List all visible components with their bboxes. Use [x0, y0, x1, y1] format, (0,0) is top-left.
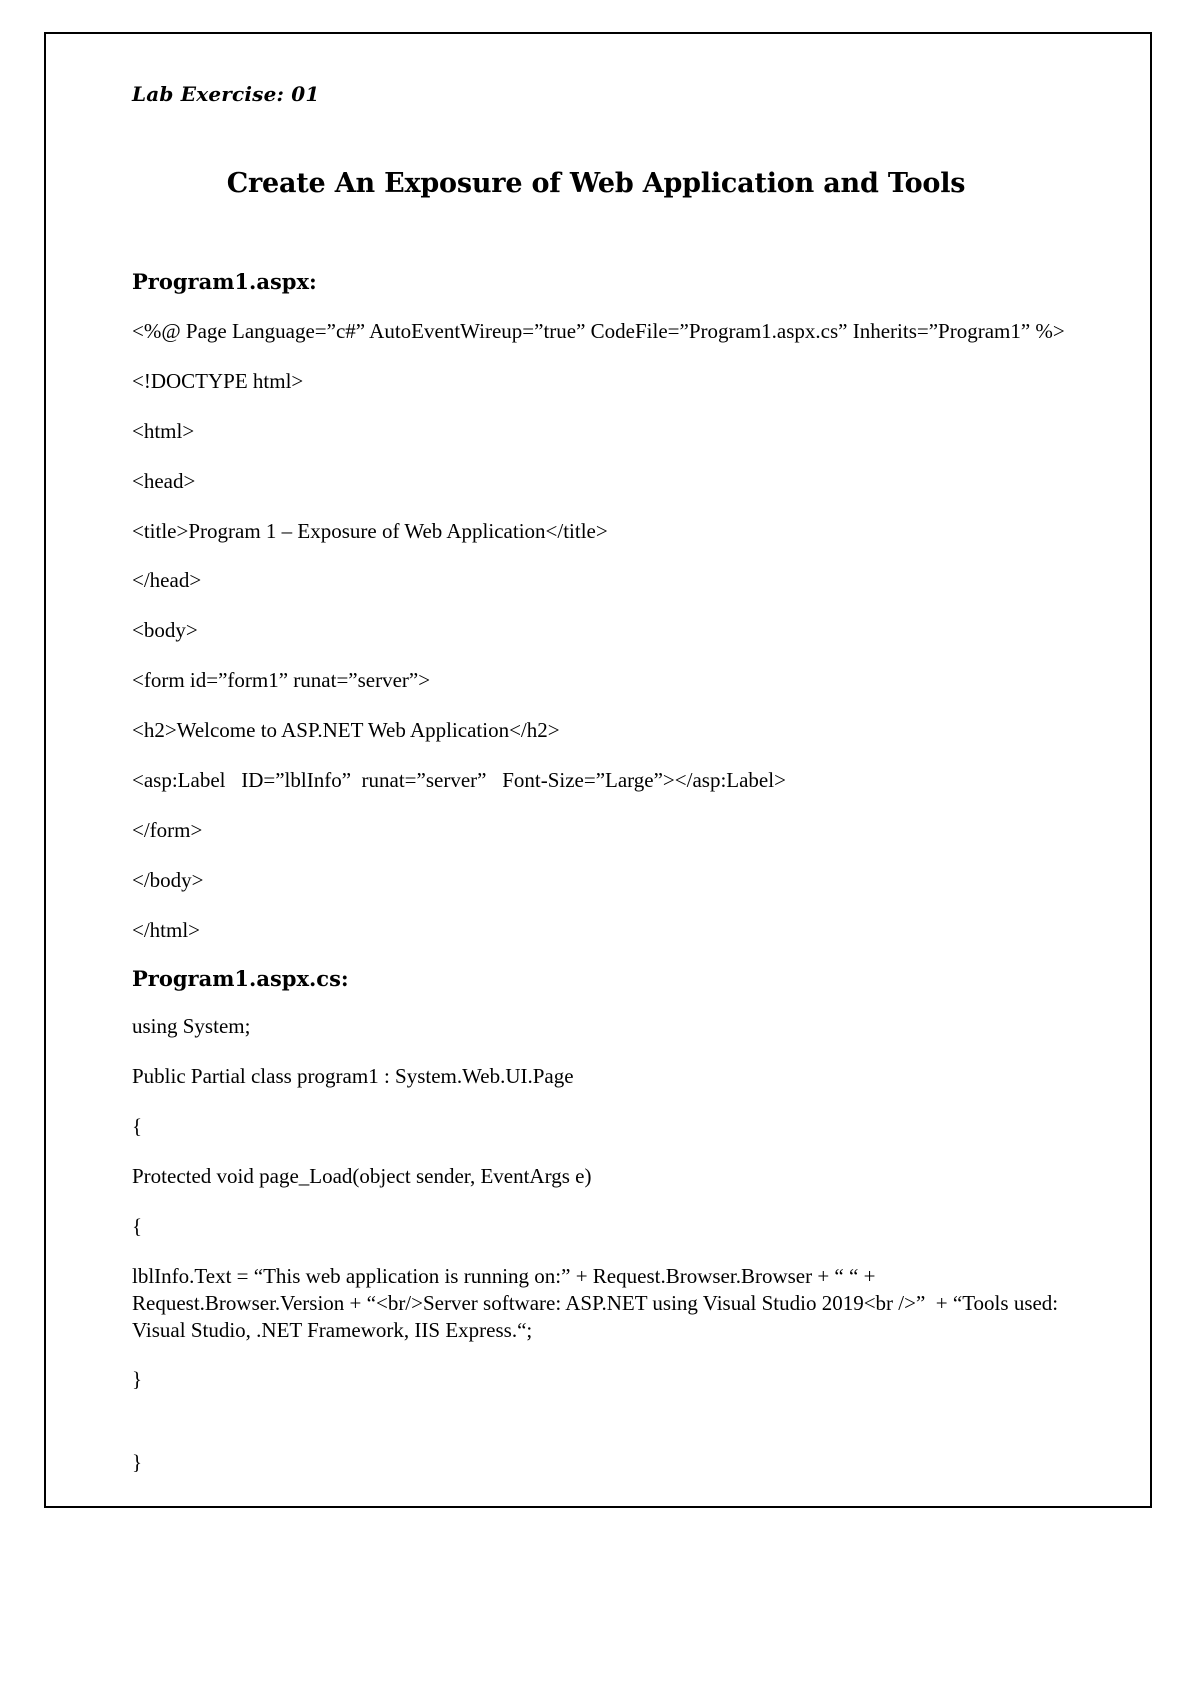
code-line: <%@ Page Language=”c#” AutoEventWireup=”true” CodeFile=”Program1.aspx.cs” Inherits=”Program1” %>	[132, 319, 1065, 343]
code-line: <title>Program 1 – Exposure of Web Application</title>	[132, 518, 608, 543]
code-line: </html>	[132, 917, 201, 942]
code-line: </body>	[132, 867, 204, 892]
code-line: }	[132, 1450, 143, 1475]
code-line: <!DOCTYPE html>	[132, 368, 304, 393]
code-line: <body>	[132, 618, 198, 643]
page-title: Create An Exposure of Web Application and Tools	[226, 168, 966, 199]
code-line: {	[132, 1213, 143, 1238]
code-line: {	[132, 1114, 143, 1139]
code-line: <head>	[132, 468, 196, 493]
code-line: <asp:Label ID=”lblInfo” runat=”server” Font-Size=”Large”></asp:Label>	[132, 767, 786, 792]
document-page	[44, 32, 1152, 1508]
code-line: </form>	[132, 817, 203, 842]
code-line: <form id=”form1” runat=”server”>	[132, 668, 431, 693]
code-line: Public Partial class program1 : System.Web.UI.Page	[132, 1064, 574, 1089]
code-line: using System;	[132, 1014, 251, 1039]
code-line: Protected void page_Load(object sender, EventArgs e)	[132, 1164, 592, 1188]
code-line: }	[132, 1367, 143, 1392]
lab-exercise-label: Lab Exercise: 01	[132, 82, 320, 106]
code-line: lblInfo.Text = “This web application is running on:” + Request.Browser.Browser + “ “ + Request.Browser.Version + “<br/>Server software: ASP.NET using Visual Studio 2019<br />” + “Tools used: Visual Studio, .NET Framework, IIS Express.“;	[132, 1263, 1064, 1342]
code-line: <h2>Welcome to ASP.NET Web Application</h2>	[132, 718, 560, 742]
section-heading-program1-aspx: Program1.aspx:	[132, 269, 317, 294]
code-line: <html>	[132, 418, 195, 443]
code-line: </head>	[132, 568, 202, 593]
code-line-blank	[132, 1416, 1090, 1426]
document-content	[132, 82, 1090, 1499]
section-heading-program1-aspx-cs: Program1.aspx.cs:	[132, 966, 349, 992]
